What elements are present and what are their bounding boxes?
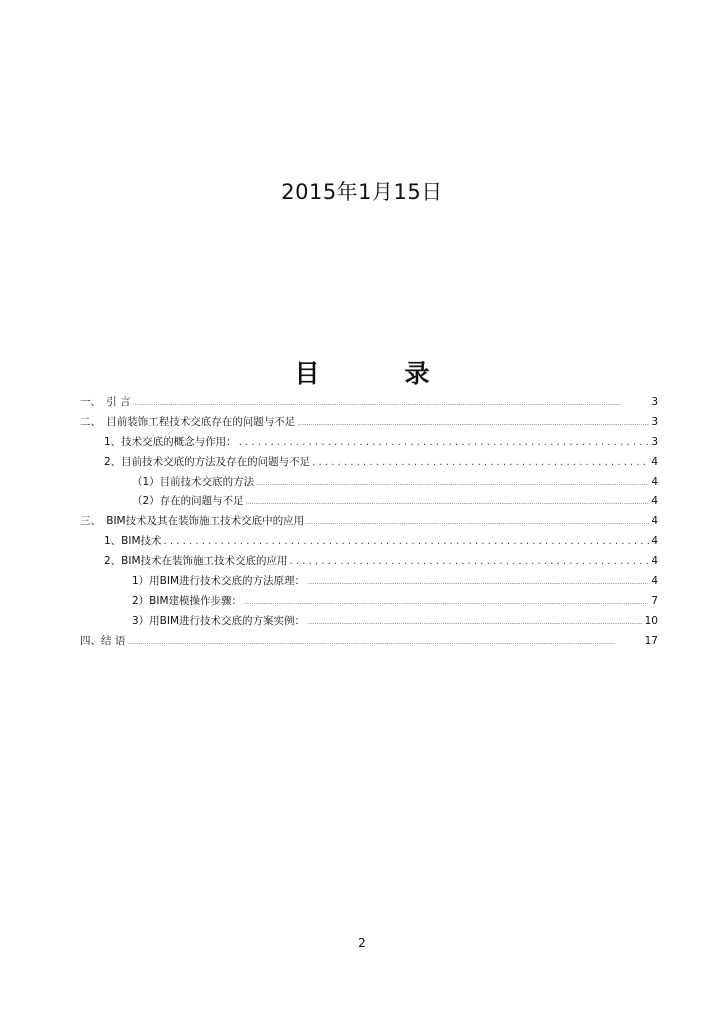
- toc-entry-shortcomings[interactable]: [80, 492, 658, 512]
- toc-entry-label: （1）目前技术交底的方法: [132, 475, 255, 488]
- toc-entry-page: 4: [651, 555, 658, 568]
- toc-entry-label: 四、结 语: [80, 634, 126, 647]
- toc-dot-leader: [256, 473, 649, 494]
- toc-dot-leader: [307, 612, 643, 633]
- toc-entry-label: 2、BIM技术在装饰施工技术交底的应用: [104, 555, 288, 568]
- toc-entry-label: （2）存在的问题与不足: [132, 495, 244, 508]
- toc-dot-leader: [312, 453, 649, 473]
- toc-entry-page: 3: [651, 396, 658, 408]
- toc-entry-current-methods[interactable]: [80, 473, 658, 493]
- toc-dot-leader: [297, 413, 649, 434]
- toc-dot-leader: [290, 552, 650, 572]
- toc-entry-page: 17: [644, 634, 658, 647]
- toc-entry-page: 4: [651, 515, 658, 528]
- toc-entry-label: 2）BIM建模操作步骤：: [132, 594, 243, 607]
- toc-entry-page: 3: [651, 435, 658, 448]
- toc-entry-label: 1、BIM技术: [104, 535, 162, 548]
- table-of-contents: [80, 393, 658, 652]
- toc-entry-label: 2、目前技术交底的方法及存在的问题与不足: [104, 455, 311, 468]
- toc-entry-label: 1）用BIM进行技术交底的方法原理：: [132, 575, 306, 588]
- toc-dot-leader: [164, 532, 650, 552]
- toc-entry-page: 4: [651, 495, 658, 508]
- toc-title: 目 录: [294, 359, 460, 388]
- toc-entry-page: 10: [644, 614, 658, 627]
- toc-entry-page: 3: [651, 415, 658, 428]
- toc-entry-page: 4: [651, 455, 658, 468]
- toc-entry-label: 二、 目前装饰工程技术交底存在的问题与不足: [80, 415, 296, 428]
- toc-entry-page: 4: [651, 575, 658, 588]
- toc-entry-page: 7: [651, 594, 658, 607]
- toc-entry-method-principle[interactable]: [80, 572, 658, 592]
- toc-entry-case-study[interactable]: [80, 612, 658, 632]
- toc-entry-label: 1、技术交底的概念与作用：: [104, 435, 237, 448]
- toc-entry-current-methods-issues[interactable]: [80, 453, 658, 473]
- toc-entry-page: 4: [651, 475, 658, 488]
- document-date: 2015年1月15日: [281, 180, 443, 204]
- toc-entry-label: 一、 引 言: [80, 396, 131, 408]
- toc-entry-bim-technology[interactable]: [80, 532, 658, 552]
- toc-entry-intro[interactable]: [80, 393, 658, 413]
- page-number: 2: [358, 936, 366, 950]
- toc-entry-problems[interactable]: [80, 413, 658, 433]
- toc-dot-leader: [246, 492, 650, 513]
- toc-entry-concept[interactable]: [80, 433, 658, 453]
- toc-entry-label: 3）用BIM进行技术交底的方案实例：: [132, 614, 306, 627]
- toc-dot-leader: [307, 572, 649, 593]
- toc-dot-leader: [127, 632, 642, 653]
- toc-entry-conclusion[interactable]: [80, 632, 658, 652]
- toc-entry-page: 4: [651, 535, 658, 548]
- toc-dot-leader: [133, 393, 650, 414]
- toc-entry-bim-in-decoration[interactable]: [80, 552, 658, 572]
- toc-dot-leader: [306, 512, 649, 533]
- toc-entry-bim-application[interactable]: [80, 512, 658, 532]
- toc-entry-modeling-steps[interactable]: [80, 592, 658, 612]
- toc-dot-leader: [244, 592, 649, 613]
- toc-dot-leader: [239, 433, 650, 453]
- toc-entry-label: 三、 BIM技术及其在装饰施工技术交底中的应用: [80, 515, 305, 528]
